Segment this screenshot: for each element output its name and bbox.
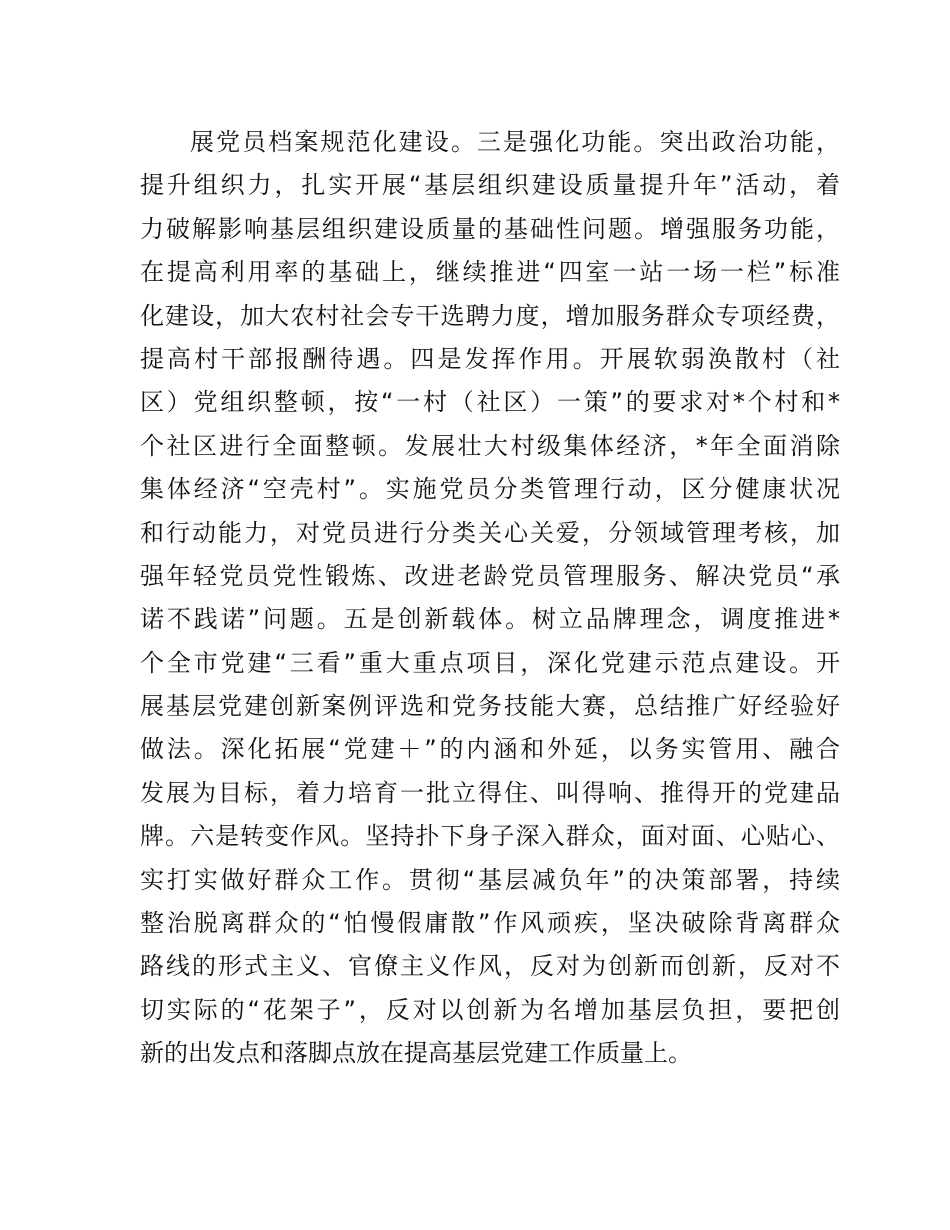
paragraph-line: 做法。深化拓展“党建＋”的内涵和外延，以务实管用、融合 — [140, 735, 840, 764]
paragraph-line: 实打实做好群众工作。贯彻“基层减负年”的决策部署，持续 — [140, 865, 840, 894]
paragraph-line: 整治脱离群众的“怕慢假庸散”作风顽疾，坚决破除背离群众 — [140, 909, 840, 938]
paragraph-line: 发展为目标，着力培育一批立得住、叫得响、推得开的党建品 — [140, 778, 840, 807]
paragraph-line: 集体经济“空壳村”。实施党员分类管理行动，区分健康状况 — [140, 475, 840, 504]
paragraph-line: 个社区进行全面整顿。发展壮大村级集体经济，*年全面消除 — [140, 431, 840, 460]
paragraph-line: 个全市党建“三看”重大重点项目，深化党建示范点建设。开 — [140, 648, 840, 677]
paragraph-line: 强年轻党员党性锻炼、改进老龄党员管理服务、解决党员“承 — [140, 561, 840, 590]
paragraph-line: 诺不践诺”问题。五是创新载体。树立品牌理念，调度推进* — [140, 605, 840, 634]
paragraph-line: 路线的形式主义、官僚主义作风，反对为创新而创新，反对不 — [140, 952, 840, 981]
paragraph-line: 区）党组织整顿，按“一村（社区）一策”的要求对*个村和* — [140, 388, 840, 417]
paragraph-line: 提升组织力，扎实开展“基层组织建设质量提升年”活动，着 — [140, 171, 840, 200]
paragraph-line: 展党员档案规范化建设。三是强化功能。突出政治功能， — [190, 128, 840, 156]
paragraph-line: 提高村干部报酬待遇。四是发挥作用。开展软弱涣散村（社 — [140, 344, 840, 373]
body-paragraph — [140, 121, 840, 1076]
paragraph-line: 展基层党建创新案例评选和党务技能大赛，总结推广好经验好 — [140, 692, 840, 721]
paragraph-line: 在提高利用率的基础上，继续推进“四室一站一场一栏”标准 — [140, 258, 840, 287]
paragraph-line: 化建设，加大农村社会专干选聘力度，增加服务群众专项经费， — [140, 301, 840, 330]
paragraph-line: 和行动能力，对党员进行分类关心关爱，分领域管理考核，加 — [140, 518, 840, 547]
paragraph-line: 切实际的“花架子”，反对以创新为名增加基层负担，要把创 — [140, 995, 840, 1024]
paragraph-line: 新的出发点和落脚点放在提高基层党建工作质量上。 — [140, 1039, 692, 1068]
paragraph-line: 牌。六是转变作风。坚持扑下身子深入群众，面对面、心贴心、 — [140, 822, 840, 851]
paragraph-line: 力破解影响基层组织建设质量的基础性问题。增强服务功能， — [140, 214, 840, 243]
